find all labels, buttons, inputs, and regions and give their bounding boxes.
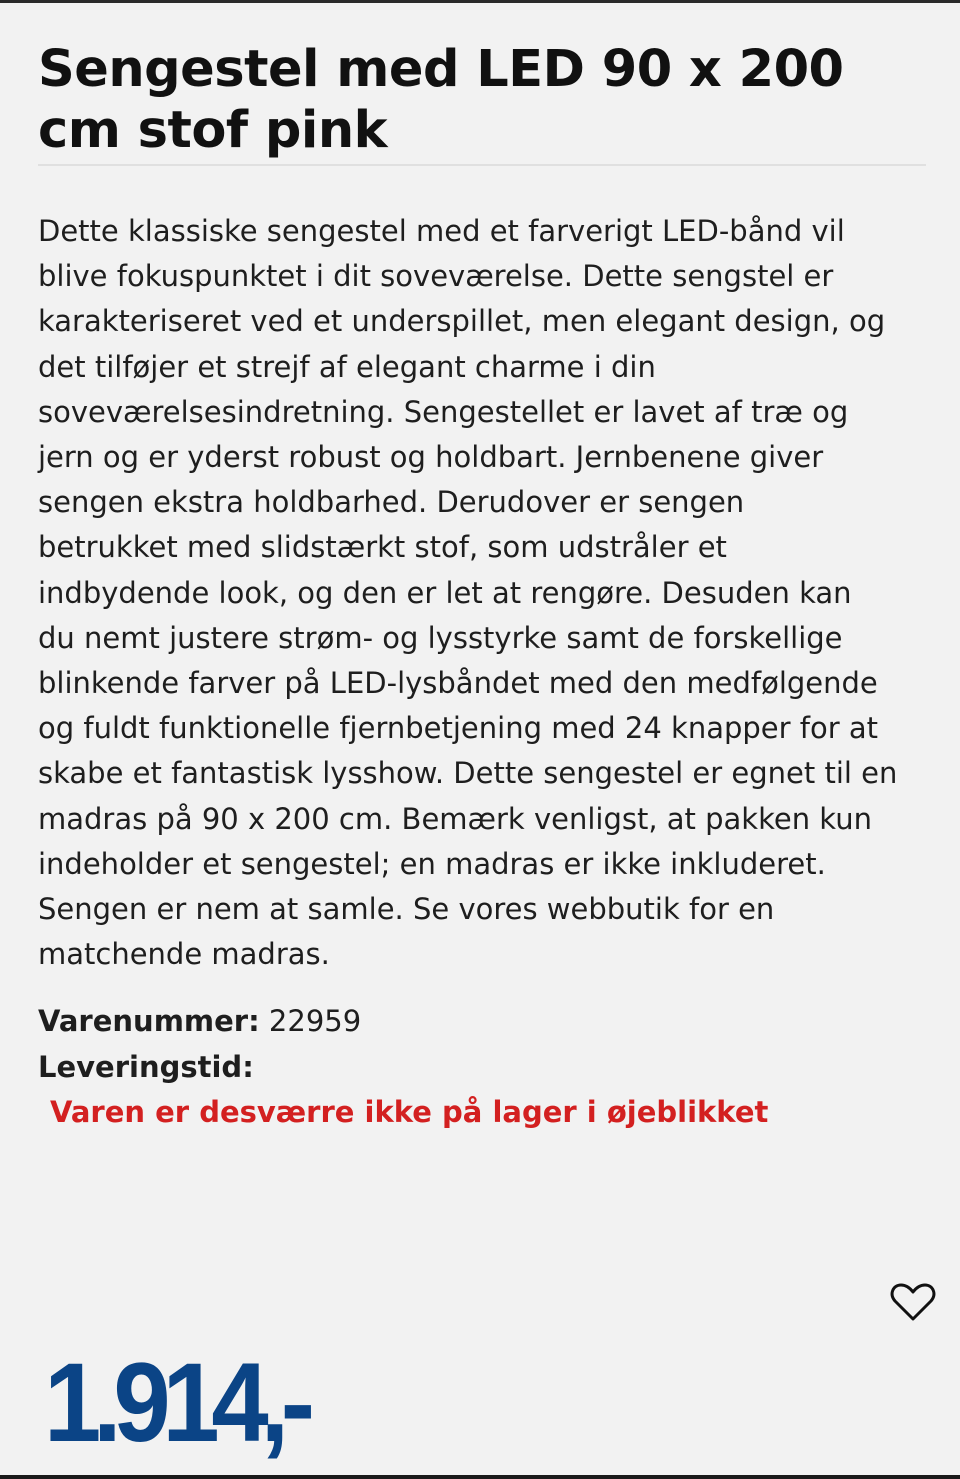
divider: [38, 164, 926, 166]
description-line: matchende madras.: [38, 937, 330, 972]
price: 1.914,-: [44, 1340, 307, 1465]
description-line: Dette klassiske sengestel med et farverigt LED-bånd vil: [38, 214, 845, 248]
sku-value: 22959: [268, 1004, 362, 1038]
heart-icon[interactable]: [890, 1282, 936, 1322]
description-line: Sengen er nem at samle. Se vores webbutik for en: [38, 892, 775, 927]
description-line: skabe et fantastisk lysshow. Dette sengestel er egnet til en: [38, 756, 898, 791]
description-line: du nemt justere strøm- og lysstyrke samt de forskellige: [38, 620, 843, 655]
delivery-row: [38, 1050, 254, 1084]
description-line: betrukket med slidstærkt stof, som udstråler et: [38, 530, 727, 565]
product-description: [38, 209, 938, 977]
description-line: sengen ekstra holdbarhed. Derudover er sengen: [38, 485, 745, 520]
description-line: indeholder et sengestel; en madras er ikke inkluderet.: [38, 846, 826, 881]
description-line: blive fokuspunktet i dit soveværelse. Dette sengstel er: [38, 259, 834, 294]
sku-label: Varenummer:: [38, 1004, 260, 1038]
description-line: det tilføjer et strejf af elegant charme i din: [38, 349, 656, 384]
description-line: indbydende look, og den er let at rengøre. Desuden kan: [38, 575, 852, 610]
product-title: Sengestel med LED 90 x 200 cm stof pink: [38, 40, 844, 161]
sku-row: [38, 1004, 361, 1038]
description-line: karakteriseret ved et underspillet, men elegant design, og: [38, 304, 886, 339]
description-line: og fuldt funktionelle fjernbetjening med 24 knapper for at: [38, 711, 879, 746]
description-line: blinkende farver på LED-lysbåndet med den medfølgende: [38, 666, 878, 701]
delivery-label: Leveringstid:: [38, 1050, 254, 1084]
description-line: jern og er yderst robust og holdbart. Jernbenene giver: [38, 440, 824, 475]
stock-status: Varen er desværre ikke på lager i øjeblikket: [50, 1095, 769, 1129]
description-line: soveværelsesindretning. Sengestellet er lavet af træ og: [38, 394, 849, 429]
description-line: madras på 90 x 200 cm. Bemærk venligst, at pakken kun: [38, 801, 872, 836]
